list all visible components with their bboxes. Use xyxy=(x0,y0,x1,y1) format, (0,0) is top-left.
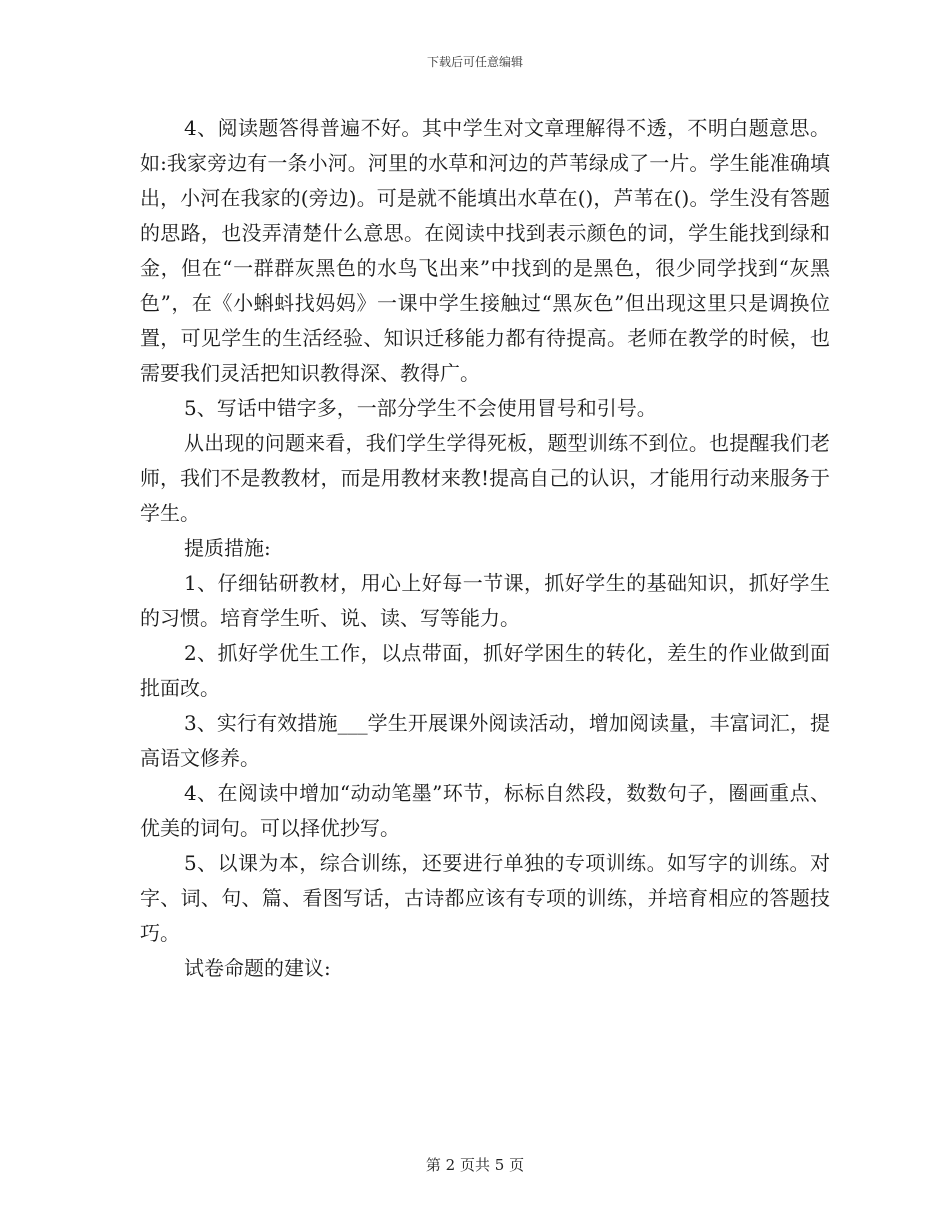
paragraph-writing-issue: 5、写话中错字多，一部分学生不会使用冒号和引号。 xyxy=(184,396,657,420)
measure-item-3: 3、实行有效措施___学生开展课外阅读活动，增加阅读量，丰富词汇，提高语文修养。 xyxy=(140,711,830,770)
measure-item-5: 5、以课为本，综合训练，还要进行单独的专项训练。如写字的训练。对字、词、句、篇、看图写话，古诗都应该有专项的训练，并培育相应的答题技巧。 xyxy=(140,851,830,945)
paragraph-summary: 从出现的问题来看，我们学生学得死板，题型训练不到位。也提醒我们老师，我们不是教教材，而是用教材来教!提高自己的认识，才能用行动来服务于学生。 xyxy=(140,431,830,525)
page-number: 第 2 页共 5 页 xyxy=(425,1156,525,1174)
document-body xyxy=(140,111,830,986)
measure-item-4: 4、在阅读中增加“动动笔墨”环节，标标自然段，数数句子，圈画重点、优美的词句。可以择优抄写。 xyxy=(140,781,830,840)
section-heading-measures: 提质措施: xyxy=(184,536,271,560)
measure-item-2: 2、抓好学优生工作，以点带面，抓好学困生的转化，差生的作业做到面批面改。 xyxy=(140,641,830,700)
page-header: 下载后可任意编辑 xyxy=(426,55,523,69)
paragraph-reading-issue: 4、阅读题答得普遍不好。其中学生对文章理解得不透，不明白题意思。如:我家旁边有一条小河。河里的水草和河边的芦苇绿成了一片。学生能准确填出，小河在我家的(旁边)。可是就不能填出水草在()，芦苇在()。学生没有答题的思路，也没弄清楚什么意思。在阅读中找到表示颜色的词，学生能找到绿和金，但在“一群群灰黑色的水鸟飞出来”中找到的是黑色，很少同学找到“灰黑色”，在《小蝌蚪找妈妈》一课中学生接触过“黑灰色”但出现这里只是调换位置，可见学生的生活经验、知识迁移能力都有待提高。老师在教学的时候，也需要我们灵活把知识教得深、教得广。 xyxy=(140,116,830,385)
measure-item-1: 1、仔细钻研教材，用心上好每一节课，抓好学生的基础知识，抓好学生的习惯。培育学生听、说、读、写等能力。 xyxy=(140,571,830,630)
section-heading-suggestions: 试卷命题的建议: xyxy=(184,956,331,980)
